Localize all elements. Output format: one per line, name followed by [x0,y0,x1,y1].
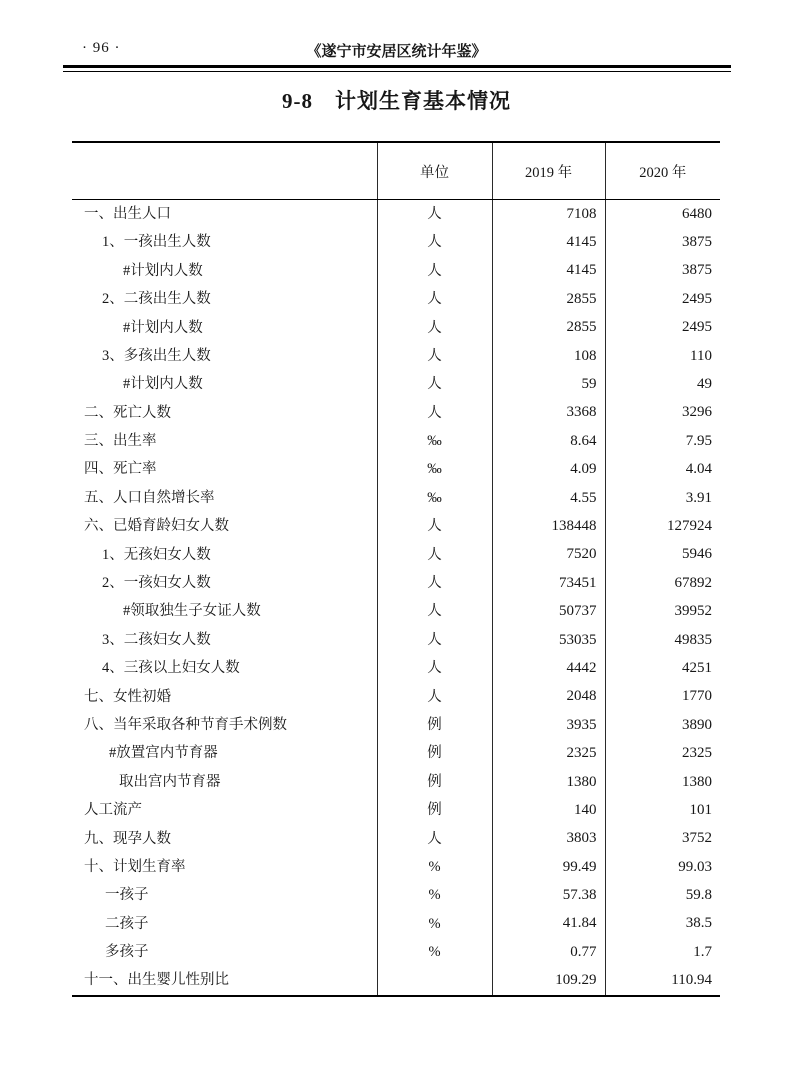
row-value-2020: 1770 [605,683,720,711]
header-2020: 2020 年 [605,142,720,200]
row-unit: 人 [377,626,492,654]
row-value-2019: 7520 [492,541,605,569]
table-row [72,569,720,597]
row-value-2019: 2855 [492,285,605,313]
row-unit: 人 [377,825,492,853]
row-value-2019: 140 [492,796,605,824]
table-row [72,938,720,966]
row-unit: 人 [377,597,492,625]
row-value-2020: 110 [605,342,720,370]
row-value-2019: 138448 [492,512,605,540]
row-label: #计划内人数 [123,319,203,336]
book-title: 《遂宁市安居区统计年鉴》 [306,44,487,60]
row-label: 六、已婚育龄妇女人数 [84,518,229,535]
table-row [72,257,720,285]
row-value-2019: 4145 [492,257,605,285]
row-label: 1、一孩出生人数 [102,234,211,251]
table-row [72,541,720,569]
row-value-2020: 7.95 [605,427,720,455]
row-unit: 人 [377,370,492,398]
table-row [72,654,720,682]
row-label: 多孩子 [105,944,149,961]
row-unit: ‰ [377,456,492,484]
row-unit: % [377,938,492,966]
row-value-2020: 3875 [605,257,720,285]
row-unit [377,967,492,996]
row-label: 一孩子 [105,887,149,904]
row-value-2020: 1380 [605,768,720,796]
row-value-2019: 3368 [492,399,605,427]
row-label: #计划内人数 [123,262,203,279]
row-unit: 人 [377,654,492,682]
table-row [72,456,720,484]
row-value-2019: 109.29 [492,967,605,996]
page-number: · 96 · [82,40,121,56]
row-value-2020: 4.04 [605,456,720,484]
row-value-2020: 110.94 [605,967,720,996]
table-title: 9-8 计划生育基本情况 [282,89,511,113]
row-value-2020: 67892 [605,569,720,597]
row-value-2020: 49 [605,370,720,398]
table-row [72,683,720,711]
row-label: 七、女性初婚 [84,688,171,705]
row-value-2020: 59.8 [605,881,720,909]
row-value-2019: 99.49 [492,853,605,881]
row-unit: 例 [377,796,492,824]
row-label: 2、一孩妇女人数 [102,575,211,592]
row-label: 人工流产 [84,802,142,819]
row-label: #放置宫内节育器 [109,745,218,762]
row-label: 取出宫内节育器 [119,773,221,790]
table-row [72,512,720,540]
row-label: 3、二孩妇女人数 [102,631,211,648]
row-unit: 例 [377,768,492,796]
table-row [72,853,720,881]
row-value-2019: 53035 [492,626,605,654]
row-label: #领取独生子女证人数 [123,603,261,620]
row-value-2019: 8.64 [492,427,605,455]
row-label: 三、出生率 [84,433,157,450]
row-value-2020: 5946 [605,541,720,569]
row-unit: % [377,853,492,881]
row-unit: 人 [377,257,492,285]
row-label: 2、二孩出生人数 [102,291,211,308]
row-value-2020: 2325 [605,739,720,767]
table-row [72,967,720,996]
row-label: 4、三孩以上妇女人数 [102,660,240,677]
row-value-2020: 3296 [605,399,720,427]
row-value-2020: 101 [605,796,720,824]
row-unit: 人 [377,200,492,229]
row-value-2019: 50737 [492,597,605,625]
row-value-2020: 99.03 [605,853,720,881]
row-value-2020: 38.5 [605,910,720,938]
row-label: #计划内人数 [123,376,203,393]
table-row [72,200,720,229]
row-value-2019: 1380 [492,768,605,796]
row-unit: 人 [377,285,492,313]
row-label: 十、计划生育率 [84,858,186,875]
family-planning-table [72,141,720,997]
table-row [72,910,720,938]
table-row [72,484,720,512]
row-unit: 人 [377,342,492,370]
header-unit: 单位 [377,142,492,200]
row-value-2019: 2855 [492,314,605,342]
header-rule-thin [63,71,731,72]
row-unit: ‰ [377,484,492,512]
header-2019: 2019 年 [492,142,605,200]
row-value-2020: 39952 [605,597,720,625]
table-row [72,399,720,427]
row-unit: % [377,881,492,909]
table-body [72,200,720,996]
row-value-2020: 4251 [605,654,720,682]
row-value-2019: 59 [492,370,605,398]
row-value-2020: 3875 [605,228,720,256]
row-unit: 人 [377,399,492,427]
table-row [72,881,720,909]
row-value-2019: 4145 [492,228,605,256]
table-row [72,285,720,313]
table-row [72,342,720,370]
row-value-2019: 4.09 [492,456,605,484]
row-value-2020: 127924 [605,512,720,540]
table-row [72,825,720,853]
table-row [72,597,720,625]
row-value-2020: 2495 [605,314,720,342]
table-row [72,314,720,342]
row-label: 五、人口自然增长率 [84,489,215,506]
table-row [72,370,720,398]
row-unit: 人 [377,541,492,569]
row-label: 四、死亡率 [84,461,157,478]
table-row [72,796,720,824]
row-value-2019: 41.84 [492,910,605,938]
row-value-2019: 4.55 [492,484,605,512]
table-row [72,739,720,767]
row-label: 九、现孕人数 [84,830,171,847]
row-unit: 人 [377,512,492,540]
row-value-2019: 57.38 [492,881,605,909]
row-label: 一、出生人口 [84,205,171,222]
row-value-2019: 2325 [492,739,605,767]
row-unit: ‰ [377,427,492,455]
row-label: 十一、出生婴儿性别比 [84,972,229,989]
row-value-2019: 73451 [492,569,605,597]
row-label: 3、多孩出生人数 [102,347,211,364]
table-row [72,228,720,256]
row-label: 八、当年采取各种节育手术例数 [84,716,287,733]
row-value-2020: 3.91 [605,484,720,512]
table-row [72,626,720,654]
row-value-2019: 0.77 [492,938,605,966]
row-unit: % [377,910,492,938]
row-label: 二、死亡人数 [84,404,171,421]
row-value-2020: 6480 [605,200,720,229]
row-label: 1、无孩妇女人数 [102,546,211,563]
row-value-2019: 108 [492,342,605,370]
header-rule-thick [63,65,731,68]
table-row [72,427,720,455]
row-value-2019: 4442 [492,654,605,682]
row-value-2020: 1.7 [605,938,720,966]
row-value-2019: 3935 [492,711,605,739]
table-header-row [72,142,720,200]
row-unit: 例 [377,711,492,739]
row-unit: 人 [377,314,492,342]
row-unit: 人 [377,228,492,256]
header-indicator [72,142,377,200]
row-unit: 人 [377,683,492,711]
row-value-2019: 7108 [492,200,605,229]
row-unit: 例 [377,739,492,767]
row-value-2020: 3752 [605,825,720,853]
table-row [72,711,720,739]
row-label: 二孩子 [105,915,149,932]
row-value-2020: 49835 [605,626,720,654]
table-header [72,142,720,200]
row-value-2020: 3890 [605,711,720,739]
table-row [72,768,720,796]
row-value-2019: 2048 [492,683,605,711]
row-unit: 人 [377,569,492,597]
row-value-2019: 3803 [492,825,605,853]
row-value-2020: 2495 [605,285,720,313]
running-head [0,40,793,62]
